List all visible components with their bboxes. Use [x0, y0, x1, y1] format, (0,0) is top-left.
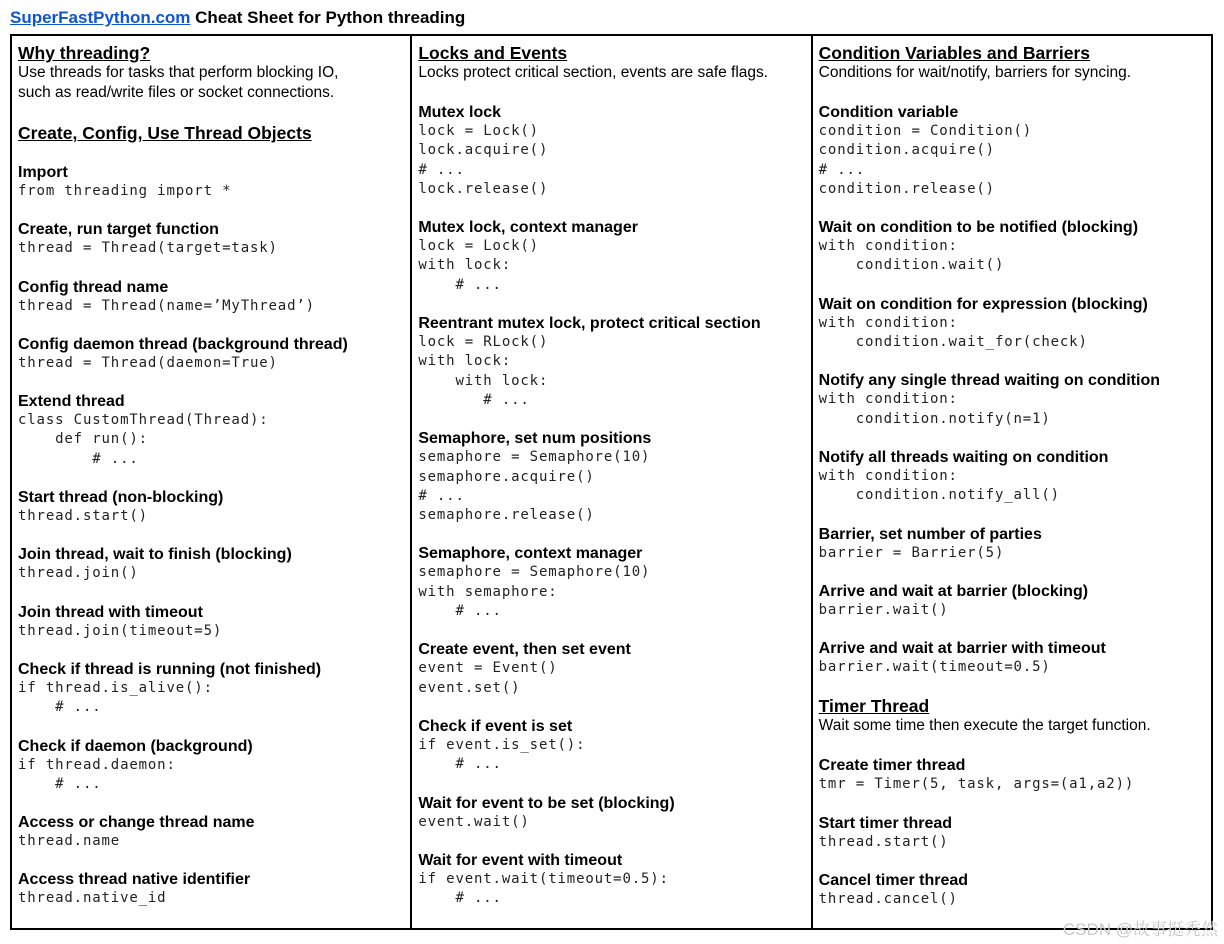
- page-header: [10, 8, 465, 28]
- entry-title: Mutex lock, context manager: [418, 219, 638, 237]
- section-description: Wait some time then execute the target function.: [818, 717, 1151, 735]
- entry-title: Create, run target function: [18, 221, 219, 239]
- code-snippet: lock = Lock() lock.acquire() # ... lock.release(): [418, 123, 549, 197]
- section: [418, 43, 806, 83]
- cheat-entry: [819, 103, 1207, 199]
- code-snippet: thread.name: [18, 833, 121, 850]
- section-title: Condition Variables and Barriers: [818, 43, 1090, 63]
- cheat-entry: [18, 163, 406, 201]
- cheat-entry: [819, 525, 1207, 563]
- section-title: Why threading?: [18, 43, 151, 63]
- cheat-entry: [418, 218, 806, 295]
- cheat-entry: [418, 640, 806, 698]
- site-link[interactable]: SuperFastPython.com: [10, 8, 191, 27]
- entry-title: Condition variable: [818, 104, 959, 121]
- entry-title: Cancel timer thread: [818, 872, 969, 890]
- cheat-entry: [18, 392, 406, 469]
- cheat-entry: [18, 870, 406, 908]
- column-3: [811, 36, 1211, 928]
- code-snippet: barrier.wait(): [818, 601, 949, 618]
- code-snippet: if event.wait(timeout=0.5): # ...: [418, 870, 669, 907]
- cheat-entry: [418, 544, 806, 621]
- cheat-entry: [18, 813, 406, 851]
- cheat-entry: [18, 278, 406, 316]
- entry-title: Start thread (non-blocking): [18, 489, 224, 507]
- cheat-entry: [819, 295, 1207, 353]
- cheat-entry: [418, 314, 806, 410]
- section-title: Locks and Events: [418, 43, 568, 63]
- section-description: Locks protect critical section, events are safe flags.: [418, 64, 769, 81]
- page-title: Cheat Sheet for Python threading: [195, 8, 466, 27]
- entry-title: Start timer thread: [818, 814, 953, 832]
- code-snippet: thread = Thread(name=’MyThread’): [18, 297, 315, 314]
- cheat-entry: [819, 582, 1207, 620]
- entry-title: Config daemon thread (background thread): [18, 335, 348, 353]
- code-snippet: thread = Thread(daemon=True): [18, 354, 278, 371]
- entry-title: Check if event is set: [418, 717, 573, 735]
- section: [18, 123, 406, 143]
- entry-title: Semaphore, set num positions: [418, 430, 652, 448]
- code-snippet: class CustomThread(Thread): def run(): # ...: [18, 412, 269, 467]
- cheat-entry: [819, 814, 1207, 852]
- entry-title: Check if daemon (background): [18, 737, 253, 755]
- code-snippet: with condition: condition.notify_all(): [818, 467, 1060, 504]
- cheat-entry: [819, 756, 1207, 794]
- entry-title: Import: [18, 164, 68, 181]
- cheat-entry: [418, 851, 806, 909]
- entry-title: Join thread, wait to finish (blocking): [18, 546, 292, 564]
- entry-title: Notify any single thread waiting on condition: [818, 372, 1160, 390]
- entry-title: Arrive and wait at barrier with timeout: [818, 640, 1106, 658]
- code-snippet: thread.join(timeout=5): [18, 622, 223, 639]
- code-snippet: semaphore = Semaphore(10) semaphore.acquire() # ... semaphore.release(): [418, 449, 651, 524]
- code-snippet: thread.start(): [818, 833, 949, 850]
- section-description: Use threads for tasks that perform blocking IO, such as read/write files or socket connections.: [18, 64, 339, 101]
- cheat-entry: [418, 103, 806, 199]
- entry-title: Access thread native identifier: [18, 871, 251, 889]
- entry-title: Join thread with timeout: [18, 603, 203, 621]
- code-snippet: thread.join(): [18, 565, 139, 582]
- code-snippet: if thread.is_alive(): # ...: [18, 679, 213, 716]
- section-title: Create, Config, Use Thread Objects: [18, 123, 312, 143]
- code-snippet: tmr = Timer(5, task, args=(a1,a2)): [818, 776, 1135, 793]
- code-snippet: from threading import *: [18, 183, 232, 199]
- cheat-entry: [18, 660, 406, 718]
- code-snippet: thread.native_id: [18, 890, 167, 907]
- code-snippet: barrier = Barrier(5): [818, 544, 1005, 561]
- entry-title: Notify all threads waiting on condition: [818, 448, 1109, 466]
- code-snippet: event.wait(): [418, 813, 530, 830]
- cheat-sheet: [10, 34, 1213, 930]
- entry-title: Arrive and wait at barrier (blocking): [818, 582, 1089, 600]
- entry-title: Mutex lock: [418, 104, 502, 121]
- watermark: CSDN @故事挺秃然: [1062, 920, 1218, 939]
- cheat-entry: [418, 717, 806, 775]
- cheat-entry: [819, 371, 1207, 429]
- code-snippet: event = Event() event.set(): [418, 660, 558, 696]
- code-snippet: thread = Thread(target=task): [18, 240, 278, 257]
- cheat-entry: [18, 545, 406, 583]
- cheat-entry: [418, 794, 806, 832]
- code-snippet: barrier.wait(timeout=0.5): [818, 659, 1051, 676]
- code-snippet: semaphore = Semaphore(10) with semaphore: # ...: [418, 564, 651, 620]
- entry-title: Create event, then set event: [418, 641, 631, 659]
- entry-title: Wait for event with timeout: [418, 851, 623, 869]
- code-snippet: lock = RLock() with lock: with lock: # ...: [418, 334, 549, 408]
- cheat-entry: [18, 488, 406, 526]
- section: [819, 696, 1207, 736]
- code-snippet: if thread.daemon: # ...: [18, 756, 176, 792]
- column-1: [12, 36, 410, 928]
- entry-title: Wait for event to be set (blocking): [418, 794, 675, 812]
- entry-title: Reentrant mutex lock, protect critical section: [418, 315, 761, 333]
- section: [18, 43, 406, 103]
- entry-title: Extend thread: [18, 393, 125, 411]
- cheat-entry: [819, 218, 1207, 276]
- cheat-entry: [18, 737, 406, 795]
- code-snippet: with condition: condition.wait(): [818, 238, 1005, 274]
- cheat-entry: [819, 448, 1207, 506]
- code-snippet: condition = Condition() condition.acquire() # ... condition.release(): [818, 123, 1033, 197]
- section-title: Timer Thread: [818, 696, 930, 717]
- entry-title: Semaphore, context manager: [418, 545, 643, 563]
- code-snippet: with condition: condition.notify(n=1): [818, 391, 1051, 427]
- cheat-entry: [18, 220, 406, 258]
- column-2: [410, 36, 810, 928]
- code-snippet: thread.start(): [18, 508, 148, 525]
- entry-title: Config thread name: [18, 278, 169, 296]
- code-snippet: thread.cancel(): [818, 891, 958, 908]
- entry-title: Wait on condition to be notified (blocking): [818, 219, 1139, 237]
- entry-title: Check if thread is running (not finished): [18, 660, 322, 678]
- cheat-entry: [418, 429, 806, 525]
- code-snippet: lock = Lock() with lock: # ...: [418, 238, 539, 293]
- code-snippet: with condition: condition.wait_for(check): [818, 314, 1088, 351]
- code-snippet: if event.is_set(): # ...: [418, 736, 586, 773]
- section: [819, 43, 1207, 83]
- entry-title: Barrier, set number of parties: [818, 525, 1042, 543]
- entry-title: Access or change thread name: [18, 814, 255, 832]
- cheat-entry: [18, 335, 406, 373]
- entry-title: Wait on condition for expression (blocking): [818, 295, 1148, 313]
- entry-title: Create timer thread: [818, 757, 966, 775]
- cheat-entry: [819, 871, 1207, 909]
- cheat-entry: [18, 603, 406, 641]
- section-description: Conditions for wait/notify, barriers for syncing.: [818, 64, 1132, 81]
- cheat-entry: [819, 639, 1207, 677]
